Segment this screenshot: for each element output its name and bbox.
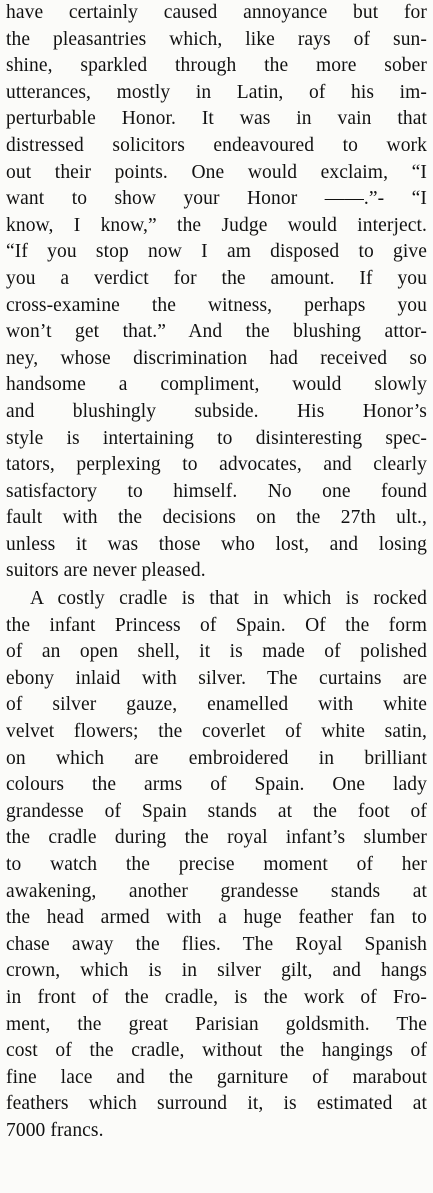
- text-line: on which are embroidered in brilliant: [6, 747, 427, 769]
- text-line: crown, which is in silver gilt, and hangs: [6, 960, 427, 982]
- text-line: distressed solicitors endeavoured to work: [6, 134, 427, 156]
- text-line: awakening, another grandesse stands at: [6, 880, 427, 902]
- text-line: the head armed with a huge feather fan to: [6, 907, 427, 929]
- text-line: the cradle during the royal infant’s slumber: [6, 827, 427, 849]
- text-line: ebony inlaid with silver. The curtains are: [6, 667, 427, 689]
- text-line: the infant Princess of Spain. Of the form: [6, 614, 427, 636]
- text-line: chase away the flies. The Royal Spanish: [6, 933, 427, 955]
- text-line: won’t get that.” And the blushing attor-: [6, 321, 427, 343]
- text-line: handsome a compliment, would slowly: [6, 374, 427, 396]
- text-line: suitors are never pleased.: [6, 560, 206, 582]
- text-line: you a verdict for the amount. If you: [6, 267, 427, 289]
- text-line: satisfactory to himself. No one found: [6, 480, 427, 502]
- text-line: unless it was those who lost, and losing: [6, 533, 427, 555]
- text-line: style is intertaining to disinteresting spec-: [6, 427, 427, 449]
- text-line: grandesse of Spain stands at the foot of: [6, 800, 427, 822]
- text-line: feathers which surround it, is estimated at: [6, 1093, 427, 1115]
- text-line: have certainly caused annoyance but for: [6, 2, 427, 23]
- paragraph-court-report: [6, 0, 427, 585]
- text-line: shine, sparkled through the more sober: [6, 55, 427, 77]
- text-line: know, I know,” the Judge would interject.: [6, 214, 427, 236]
- text-line: the pleasantries which, like rays of sun-: [6, 28, 427, 50]
- text-line: fine lace and the garniture of marabout: [6, 1066, 427, 1088]
- text-line: perturbable Honor. It was in vain that: [6, 108, 427, 130]
- text-line: in front of the cradle, is the work of Fro-: [6, 986, 427, 1008]
- text-line: out their points. One would exclaim, “I: [6, 161, 427, 183]
- text-line: A costly cradle is that in which is rocked: [30, 588, 427, 610]
- text-line: want to show your Honor ——.”- “I: [6, 188, 427, 210]
- text-line: tators, perplexing to advocates, and clearly: [6, 454, 427, 476]
- text-line: to watch the precise moment of her: [6, 854, 427, 875]
- text-line: ment, the great Parisian goldsmith. The: [6, 1013, 427, 1035]
- text-line: of silver gauze, enamelled with white: [6, 694, 427, 716]
- text-line: velvet flowers; the coverlet of white satin,: [6, 721, 427, 743]
- text-line: utterances, mostly in Latin, of his im-: [6, 81, 427, 103]
- text-line: cross-examine the witness, perhaps you: [6, 294, 427, 316]
- text-line: “If you stop now I am disposed to give: [6, 241, 427, 263]
- text-line: of an open shell, it is made of polished: [6, 641, 427, 663]
- text-line: 7000 francs.: [6, 1119, 104, 1141]
- text-line: fault with the decisions on the 27th ult.,: [6, 507, 427, 529]
- paragraph-spanish-cradle: [6, 586, 427, 1144]
- text-line: colours the arms of Spain. One lady: [6, 774, 427, 796]
- text-line: ney, whose discrimination had received so: [6, 347, 427, 369]
- text-line: cost of the cradle, without the hangings of: [6, 1040, 427, 1062]
- text-line: and blushingly subside. His Honor’s: [6, 400, 427, 422]
